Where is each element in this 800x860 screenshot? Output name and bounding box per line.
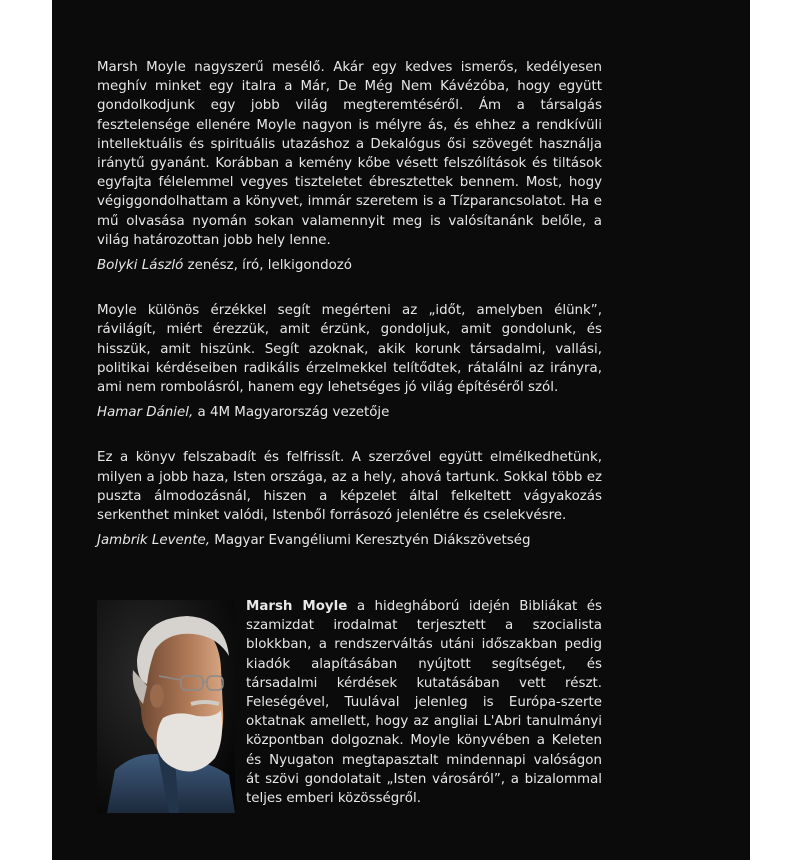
endorser-name: Bolyki László bbox=[97, 258, 184, 274]
endorsement-attribution bbox=[97, 531, 602, 550]
author-name: Marsh Moyle bbox=[246, 599, 348, 614]
author-bio-text: a hidegháború idején Bibliákat és szamizdat irodalmat terjesztett a szocialista blokkban, a rendszerváltás utáni időszakban pedig kiadók alapításában nyújtott segítséget, és társadalmi kérdések kutatásában vett részt. Feleségével, Tuulával jelenleg is Európa-szerte oktatnak amellett, hogy az angliai L'Abri tanulmányi központban dolgoznak. Moyle könyvében a Keleten és Nyugaton megtapasztalt mindennapi valóságon át szövi gondolatait „Isten városáról”, a bizalommal teljes emberi közösségről. bbox=[246, 599, 602, 807]
author-bio bbox=[246, 597, 602, 808]
author-section bbox=[97, 600, 602, 815]
endorsement-1 bbox=[97, 58, 602, 275]
endorser-role: zenész, író, lelkigondozó bbox=[183, 258, 352, 274]
endorsement-3 bbox=[97, 448, 602, 550]
endorsement-text: Ez a könyv felszabadít és felfrissít. A szerzővel együtt elmélkedhetünk, milyen a jobb haza, Isten országa, az a hely, ahová tartunk. Sokkal több ez puszta álmodozásnál, hiszen a képzelet által felkeltett vágyakozás serkenthet minket valódi, Istenből forrásozó jelenlétre és cselekvésre. bbox=[97, 450, 602, 524]
endorser-name: Jambrik Levente, bbox=[97, 533, 211, 549]
endorsements bbox=[97, 58, 602, 576]
endorser-role: a 4M Magyarország vezetője bbox=[193, 405, 390, 421]
endorsement-text: Marsh Moyle nagyszerű mesélő. Akár egy kedves ismerős, kedélyesen meghív minket egy italra a Már, De Még Nem Kávézóba, hogy együtt gondolkodjunk egy jobb világ megteremtéséről. Ám a társalgás fesztelensége ellenére Moyle nagyon is mélyre ás, és ehhez a rendkívüli intellektuális és spirituális utazáshoz a Dekalógus ősi szövegét használja iránytű gyanánt. Korábban a kemény kőbe vésett felszólítások és tiltások egyfajta félelemmel vegyes tiszteletet ébresztettek bennem. Most, hogy végiggondolhattam a könyvet, immár szeretem is a Tízparancsolatot. Ha e mű olvasása nyomán sokan valamennyit meg is valósítanánk belőle, a világ határozottan jobb hely lenne. bbox=[97, 60, 602, 248]
endorsement-text: Moyle különös érzékkel segít megérteni az „időt, amelyben élünk”, rávilágít, miért érezzük, amit érzünk, gondoljuk, amit gondolunk, és hisszük, amit hiszünk. Segít azoknak, akik korunk társadalmi, vallási, politikai kérdéseiben radikális érzelmekkel telítődtek, rátalálni az irányra, ami nem rombolásról, hanem egy lehetséges jó világ építéséről szól. bbox=[97, 303, 602, 396]
endorsement-2 bbox=[97, 301, 602, 422]
endorser-role: Magyar Evangéliumi Keresztyén Diákszövetség bbox=[210, 533, 531, 549]
endorsement-attribution bbox=[97, 403, 602, 422]
endorsement-attribution bbox=[97, 256, 602, 275]
author-photo bbox=[97, 600, 235, 813]
endorser-name: Hamar Dániel, bbox=[97, 405, 194, 421]
